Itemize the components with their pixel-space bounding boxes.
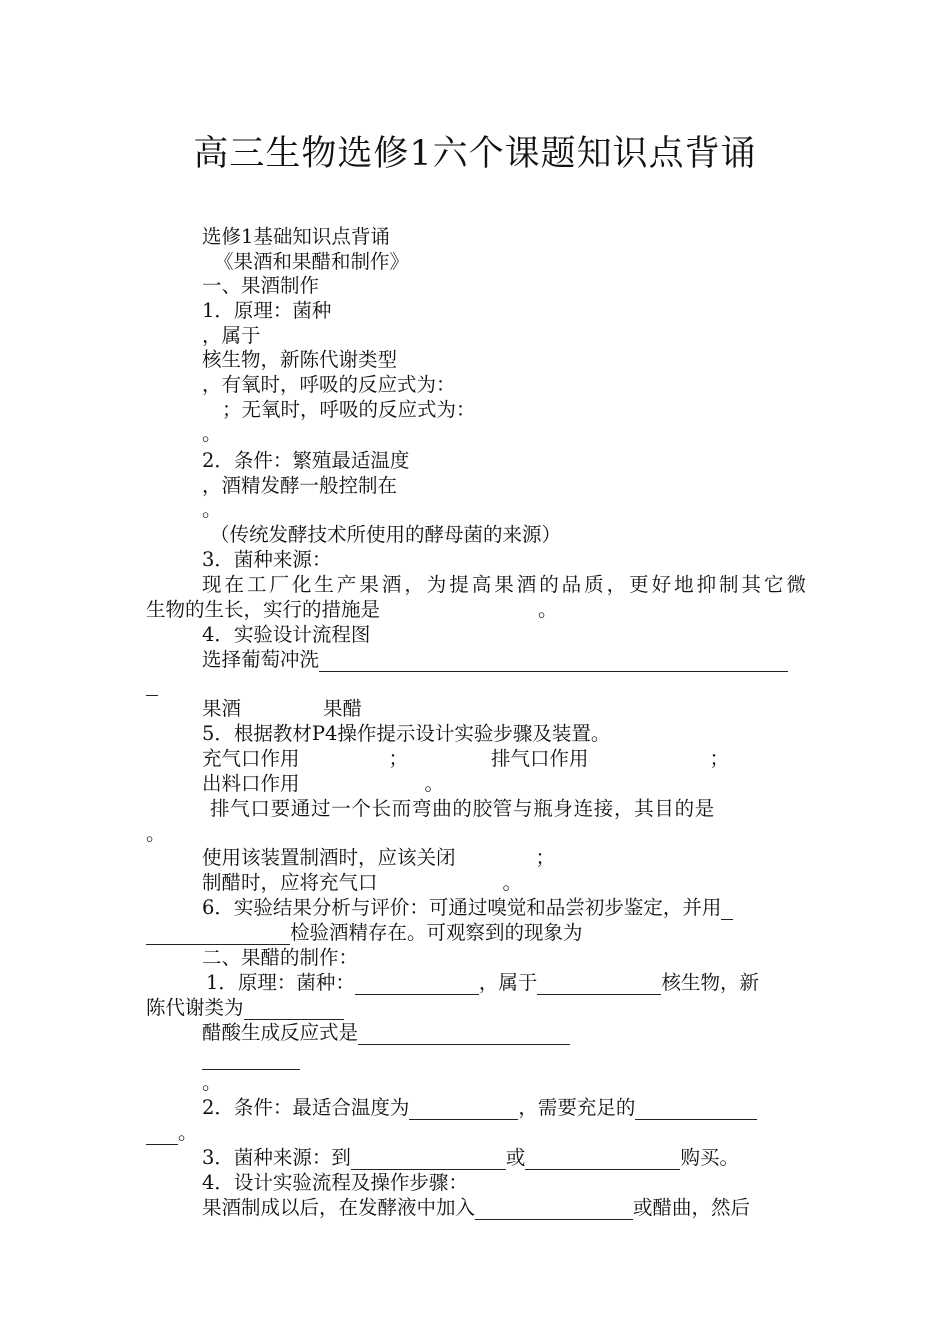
- text-line: [202, 1146, 739, 1170]
- text-line: [146, 996, 344, 1020]
- text-line: [202, 772, 444, 796]
- text-segment: 陈代谢类为: [146, 996, 244, 1019]
- text-line: [202, 1021, 570, 1045]
- text-segment: ；: [709, 747, 730, 770]
- text-segment: 。: [502, 871, 523, 894]
- document-title: 高三生物选修1六个课题知识点背诵: [193, 134, 757, 174]
- text-segment: 1．原理：菌种：: [206, 971, 355, 994]
- blank-underline: [146, 676, 158, 696]
- text-line: [202, 697, 362, 721]
- text-line: 排气口要通过一个长而弯曲的胶管与瓶身连接，其目的是: [210, 797, 716, 820]
- blank-underline: [244, 1000, 344, 1020]
- section-heading: 《果酒和果醋和制作》: [214, 250, 410, 273]
- text-line: [146, 1121, 198, 1145]
- blank-underline: [635, 1100, 757, 1120]
- text-segment: 选择葡萄冲洗: [202, 648, 320, 671]
- text-line: [202, 1196, 750, 1220]
- blank-underline: [537, 975, 661, 995]
- text-line: ，属于: [202, 324, 261, 347]
- text-segment: 6．实验结果分析与评价：可通过嗅觉和品尝初步鉴定，并用: [202, 896, 722, 919]
- section-heading: 二、果醋的制作：: [202, 946, 359, 969]
- text-segment: 3．菌种来源：到: [202, 1146, 351, 1169]
- text-segment: ，需要充足的: [518, 1096, 636, 1119]
- text-segment: 果酒: [202, 697, 242, 720]
- text-line: [202, 747, 729, 771]
- blank-underline: [146, 925, 290, 945]
- text-line: 5．根据教材P4操作提示设计实验步骤及装置。: [202, 722, 611, 745]
- text-segment: 核生物，新: [661, 971, 759, 994]
- text-segment: 充气口作用: [202, 747, 300, 770]
- text-line: 现在工厂化生产果酒，为提高果酒的品质，更好地抑制其它微: [202, 573, 806, 596]
- text-line: [202, 1096, 757, 1120]
- text-segment: ；: [535, 846, 556, 869]
- text-segment: 检验酒精存在。可观察到的现象为: [290, 921, 583, 944]
- text-line: （传统发酵技术所使用的酵母菌的来源）: [210, 523, 562, 546]
- text-line: [146, 598, 558, 622]
- blank-underline: [409, 1100, 518, 1120]
- text-line: 。: [202, 1071, 222, 1094]
- text-line: ，有氧时，呼吸的反应式为：: [202, 373, 456, 396]
- text-segment: 生物的生长，实行的措施是: [146, 598, 381, 621]
- text-segment: 果酒制成以后，在发酵液中加入: [202, 1196, 476, 1219]
- text-line: 。: [202, 498, 222, 521]
- text-line: ，酒精发酵一般控制在: [202, 474, 398, 497]
- text-segment: 。: [424, 772, 445, 795]
- text-line: [202, 896, 733, 920]
- text-segment: 制醋时，应将充气口: [202, 871, 378, 894]
- text-segment: 出料口作用: [202, 772, 300, 795]
- text-line: 4．设计实验流程及操作步骤：: [202, 1171, 468, 1194]
- blank-underline: [721, 900, 733, 920]
- text-segment: 使用该装置制酒时，应该关闭: [202, 846, 456, 869]
- text-line: 核生物，新陈代谢类型: [202, 348, 398, 371]
- section-heading: 一、果酒制作: [202, 274, 320, 297]
- text-line: 。: [202, 422, 222, 445]
- blank-line: [202, 1046, 300, 1070]
- text-line: ；无氧时，呼吸的反应式为：: [222, 398, 476, 421]
- blank-line: [146, 672, 158, 696]
- text-line: 1．原理：菌种: [202, 299, 332, 322]
- blank-underline: [351, 1150, 506, 1170]
- text-segment: 果醋: [323, 697, 363, 720]
- subtitle-line: 选修1基础知识点背诵: [202, 225, 390, 248]
- blank-underline: [355, 975, 479, 995]
- text-line: 4．实验设计流程图: [202, 623, 371, 646]
- text-segment: 醋酸生成反应式是: [202, 1021, 359, 1044]
- text-segment: 或: [505, 1146, 526, 1169]
- blank-underline: [319, 652, 788, 672]
- text-segment: ，属于: [478, 971, 538, 994]
- text-line: [202, 846, 555, 870]
- blank-underline: [202, 1050, 300, 1070]
- text-line: [202, 871, 522, 895]
- text-segment: 。: [178, 1121, 198, 1144]
- text-line: [146, 921, 583, 945]
- blank-underline: [475, 1200, 633, 1220]
- text-line: [206, 971, 759, 995]
- blank-underline: [525, 1150, 680, 1170]
- text-segment: 2．条件：最适合温度为: [202, 1096, 410, 1119]
- text-line: [202, 648, 788, 672]
- text-line: 2．条件：繁殖最适温度: [202, 449, 410, 472]
- text-segment: ；: [388, 747, 409, 770]
- text-line: 。: [146, 822, 166, 845]
- text-segment: 。: [538, 598, 558, 621]
- text-segment: 排气口作用: [491, 747, 589, 770]
- blank-underline: [146, 1125, 178, 1145]
- text-segment: 购买。: [680, 1146, 739, 1169]
- blank-underline: [358, 1025, 570, 1045]
- text-line: 3．菌种来源：: [202, 548, 332, 571]
- text-segment: 或醋曲，然后: [633, 1196, 751, 1219]
